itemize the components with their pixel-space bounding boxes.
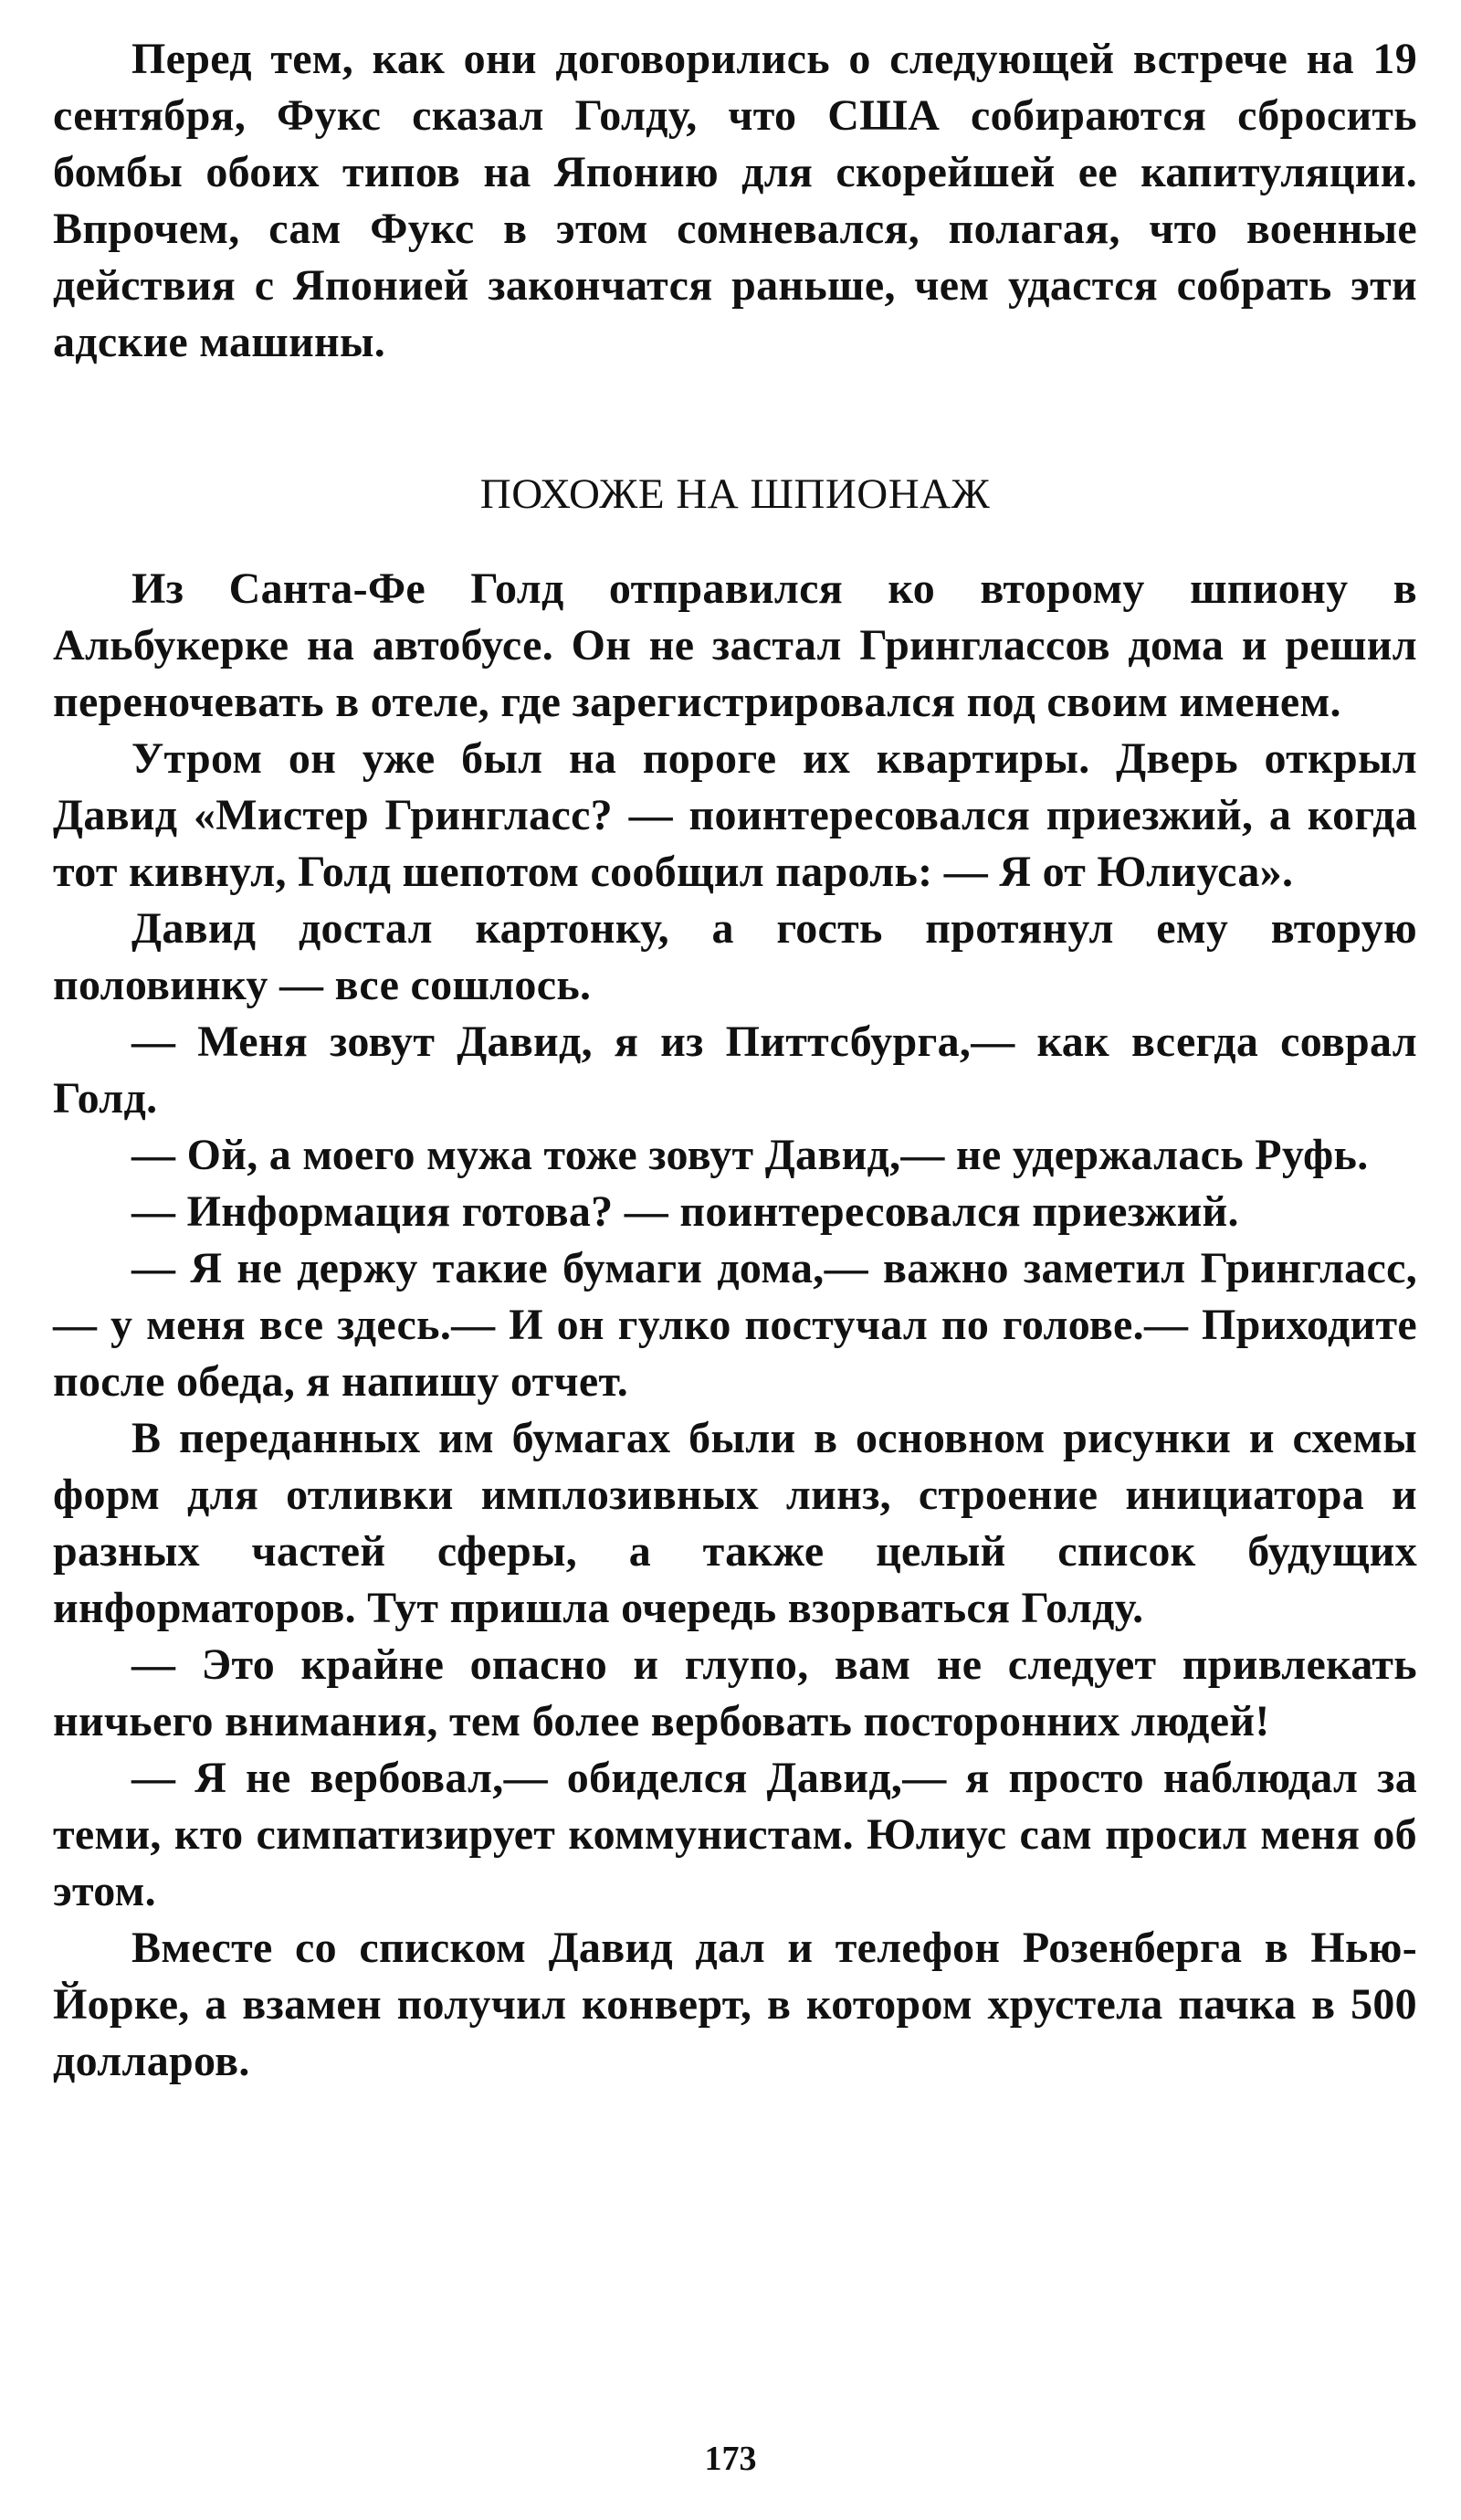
page-number: 173 [704,2440,757,2478]
book-page [53,31,1417,2090]
paragraph: Утром он уже был на пороге их квартиры. Дверь открыл Давид «Мистер Грингласс? — поинтересовался приезжий, а когда тот кивнул, Голд шепотом сообщил пароль: — Я от Юлиуса». [53,734,1417,896]
section-heading: ПОХОЖЕ НА ШПИОНАЖ [479,470,991,518]
dialogue-paragraph: — Я не держу такие бумаги дома,— важно заметил Грингласс,— у меня все здесь.— И он гулко постучал по голове.— Приходите после обеда, я напишу отчет. [53,1244,1417,1406]
dialogue-paragraph: — Информация готова? — поинтересовался приезжий. [131,1187,1239,1236]
paragraph: Вместе со списком Давид дал и телефон Розенберга в Нью-Йорке, а взамен получил конверт, в котором хрустела пачка в 500 долларов. [53,1924,1417,2085]
dialogue-paragraph: — Ой, а моего мужа тоже зовут Давид,— не удержалась Руфь. [131,1131,1369,1179]
dialogue-paragraph: — Это крайне опасно и глупо, вам не следует привлекать ничьего внимания, тем более вербовать посторонних людей! [53,1640,1417,1745]
dialogue-paragraph: — Я не вербовал,— обиделся Давид,— я просто наблюдал за теми, кто симпатизирует коммунистам. Юлиус сам просил меня об этом. [53,1754,1417,1915]
opening-paragraph: Перед тем, как они договорились о следующей встрече на 19 сентября, Фукс сказал Голду, что США собираются сбросить бомбы обоих типов на Японию для скорейшей ее капитуляции. Впрочем, сам Фукс в этом сомневался, полагая, что военные действия с Японией закончатся раньше, чем удастся собрать эти адские машины. [53,35,1417,366]
paragraph: В переданных им бумагах были в основном рисунки и схемы форм для отливки имплозивных линз, строение инициатора и разных частей сферы, а также целый список будущих информаторов. Тут пришла очередь взорваться Голду. [53,1414,1417,1632]
dialogue-paragraph: — Меня зовут Давид, я из Питтсбурга,— как всегда соврал Голд. [53,1017,1417,1123]
paragraph: Из Санта-Фе Голд отправился ко второму шпиону в Альбукерке на автобусе. Он не застал Гринглассов дома и решил переночевать в отеле, где зарегистрировался под своим именем. [53,564,1417,726]
paragraph: Давид достал картонку, а гость протянул ему вторую половинку — все сошлось. [53,904,1417,1009]
